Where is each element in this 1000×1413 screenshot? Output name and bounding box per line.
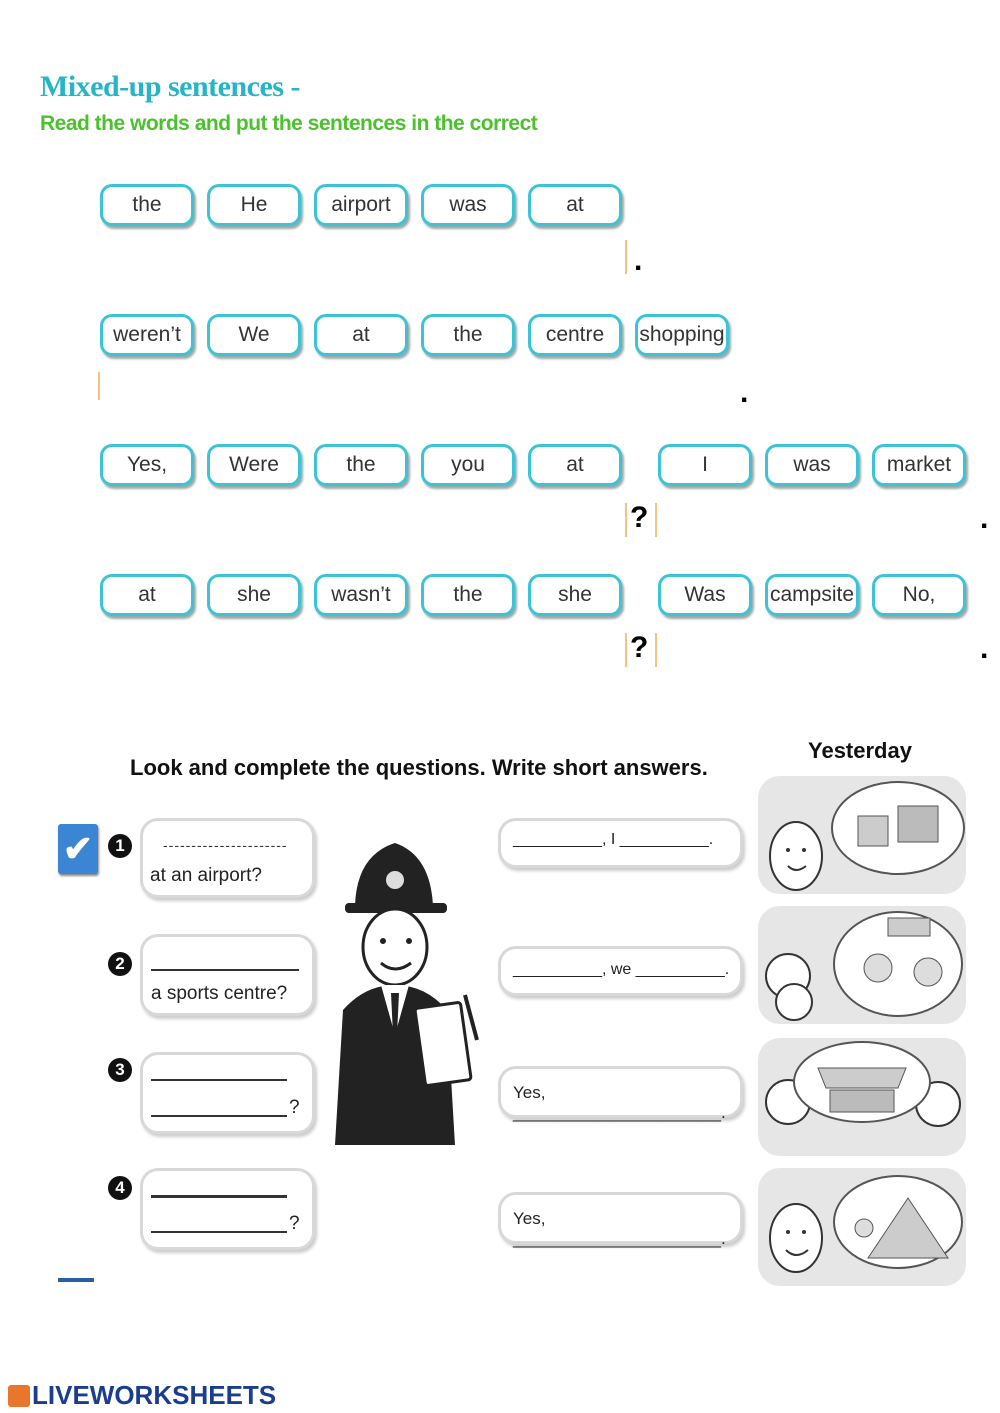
answer-bubble xyxy=(498,1066,743,1122)
question-bubble xyxy=(140,818,315,898)
word-tile[interactable]: Was xyxy=(658,574,752,616)
question-blank[interactable] xyxy=(151,969,299,971)
airport-picture xyxy=(758,776,966,894)
word-tile[interactable]: at xyxy=(100,574,194,616)
word-tile[interactable]: she xyxy=(528,574,622,616)
word-tile[interactable]: We xyxy=(207,314,301,356)
word-tile[interactable]: at xyxy=(314,314,408,356)
word-tile[interactable]: she xyxy=(207,574,301,616)
word-tile[interactable]: campsite xyxy=(765,574,859,616)
word-tile[interactable]: the xyxy=(421,574,515,616)
word-tile[interactable]: you xyxy=(421,444,515,486)
question-blank[interactable] xyxy=(151,1231,287,1233)
word-tile[interactable]: I xyxy=(658,444,752,486)
answer-bubble xyxy=(498,1192,743,1248)
sports-centre-picture xyxy=(758,906,966,1024)
drop-zone-question-3[interactable] xyxy=(625,503,627,537)
word-tile[interactable]: was xyxy=(765,444,859,486)
logo-icon xyxy=(8,1385,30,1407)
question-mark: ? xyxy=(630,631,649,664)
question-bubble xyxy=(140,1168,315,1250)
page-title: Mixed-up sentences - xyxy=(40,70,300,103)
drop-zone-question-4[interactable] xyxy=(625,633,627,667)
yesterday-label: Yesterday xyxy=(808,738,912,763)
word-tile[interactable]: wasn’t xyxy=(314,574,408,616)
liveworksheets-logo xyxy=(8,1380,276,1411)
word-tile[interactable]: weren’t xyxy=(100,314,194,356)
answer-text[interactable]: __________, I __________. xyxy=(513,831,714,848)
word-tile[interactable]: market xyxy=(872,444,966,486)
campsite-picture xyxy=(758,1168,966,1286)
answer-text[interactable]: __________, we __________. xyxy=(513,961,730,978)
question-text: a sports centre? xyxy=(151,983,288,1004)
question-blank[interactable] xyxy=(151,1195,287,1198)
drop-zone-answer-4[interactable] xyxy=(655,633,657,667)
item-number: 3 xyxy=(108,1058,132,1082)
question-blank[interactable] xyxy=(151,1115,287,1117)
word-tile[interactable]: airport xyxy=(314,184,408,226)
word-tile[interactable]: at xyxy=(528,444,622,486)
question-dash-line: ---------------------- xyxy=(163,837,288,853)
item-number: 4 xyxy=(108,1176,132,1200)
policeman-illustration xyxy=(325,835,495,1145)
answer-bubble xyxy=(498,946,743,996)
word-tile[interactable]: shopping xyxy=(635,314,729,356)
section-instruction: Look and complete the questions. Write short answers. xyxy=(130,755,708,780)
market-picture xyxy=(758,1038,966,1156)
question-bubble xyxy=(140,1052,315,1134)
question-bubble xyxy=(140,934,315,1016)
drop-zone-sentence-1[interactable] xyxy=(625,240,627,274)
question-text: at an airport? xyxy=(150,865,262,886)
word-tile[interactable]: the xyxy=(100,184,194,226)
drop-zone-answer-3[interactable] xyxy=(655,503,657,537)
item-number: 2 xyxy=(108,952,132,976)
question-mark: ? xyxy=(289,1097,300,1118)
word-tile[interactable]: was xyxy=(421,184,515,226)
sentence-end-mark: . xyxy=(634,244,643,277)
sentence-end-mark: . xyxy=(980,632,989,665)
word-tile[interactable]: the xyxy=(314,444,408,486)
logo-text: LIVEWORKSHEETS xyxy=(32,1380,277,1410)
sentence-end-mark: . xyxy=(980,502,989,535)
item-number: 1 xyxy=(108,834,132,858)
answer-bubble xyxy=(498,818,743,868)
check-icon[interactable]: ✔ xyxy=(58,824,98,874)
word-tile[interactable]: Were xyxy=(207,444,301,486)
word-tile[interactable]: Yes, xyxy=(100,444,194,486)
word-tile[interactable]: No, xyxy=(872,574,966,616)
word-tile[interactable]: He xyxy=(207,184,301,226)
word-tile[interactable]: centre xyxy=(528,314,622,356)
decorative-bar xyxy=(58,1278,94,1282)
page-instruction: Read the words and put the sentences in the correct xyxy=(40,112,538,135)
word-tile[interactable]: at xyxy=(528,184,622,226)
answer-text[interactable]: Yes, ______________________. xyxy=(513,1209,726,1248)
question-mark: ? xyxy=(289,1213,300,1234)
answer-text[interactable]: Yes, ______________________. xyxy=(513,1083,726,1122)
word-tile[interactable]: the xyxy=(421,314,515,356)
question-mark: ? xyxy=(630,501,649,534)
question-blank[interactable] xyxy=(151,1079,287,1081)
sentence-end-mark: . xyxy=(740,376,749,409)
drop-zone-sentence-2[interactable] xyxy=(98,372,100,400)
